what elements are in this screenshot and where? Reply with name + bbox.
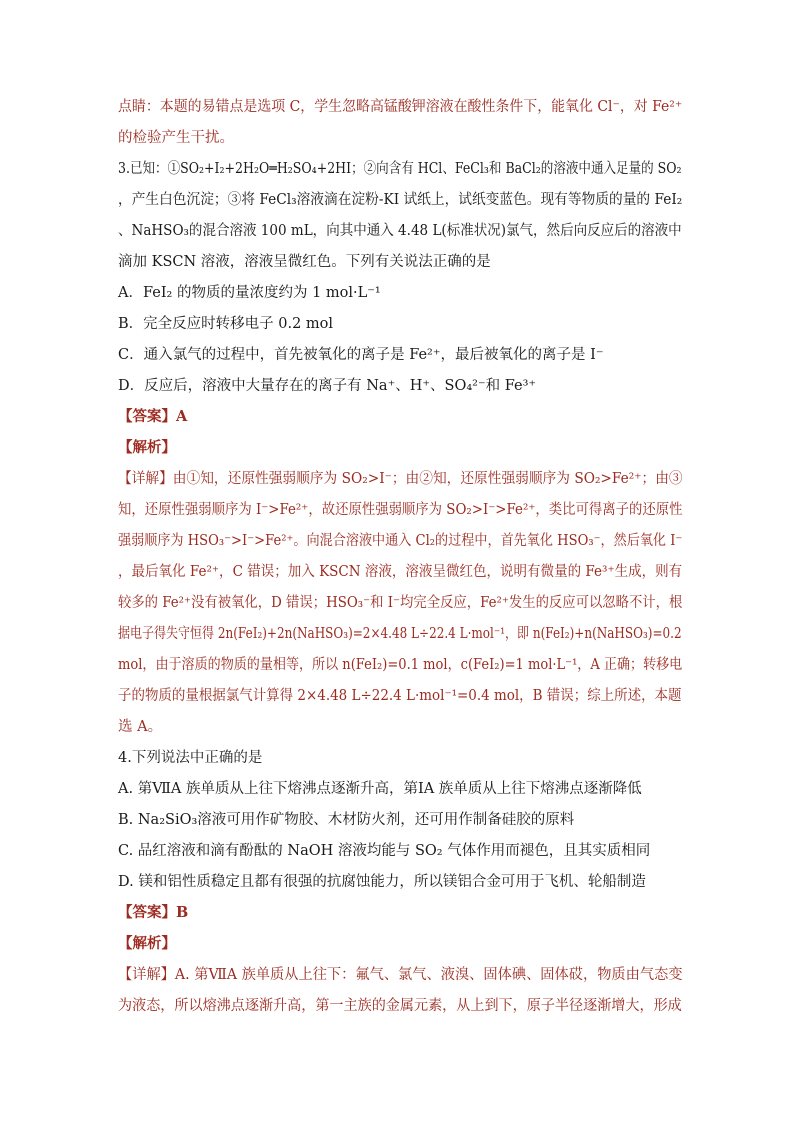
q4-answer: 【答案】B xyxy=(118,904,189,921)
q4-option-a: A. 第ⅦA 族单质从上往下熔沸点逐渐升高，第ⅠA 族单质从上往下熔沸点逐渐降低 xyxy=(118,781,642,797)
q3-detail-line-7: mol，由于溶质的物质的量相等，所以 n(FeI₂)=0.1 mol，c(FeI₂)=1 mol·L⁻¹，A 正确；转移电 xyxy=(118,657,683,673)
q4-option-c: C. 品红溶液和滴有酚酞的 NaOH 溶液均能与 SO₂ 气体作用而褪色，且其实质相同 xyxy=(118,843,651,859)
q3-stem-line-3: 、NaHSO₃的混合溶液 100 mL，向其中通入 4.48 L(标准状况)氯气，然后向反应后的溶液中 xyxy=(118,223,682,239)
q3-option-a: A．FeI₂ 的物质的量浓度约为 1 mol·L⁻¹ xyxy=(118,285,381,301)
q3-detail-line-3: 强弱顺序为 HSO₃⁻>I⁻>Fe²⁺。向混合溶液中通入 Cl₂的过程中，首先氧化 HSO₃⁻，然后氧化 I⁻ xyxy=(118,533,683,549)
q3-detail-line-8: 子的物质的量根据氯气计算得 2×4.48 L÷22.4 L·mol⁻¹=0.4 mol，B 错误；综上所述，本题 xyxy=(118,688,682,704)
q3-analysis-heading: 【解析】 xyxy=(118,439,176,456)
q3-option-c: C．通入氯气的过程中，首先被氧化的离子是 Fe²⁺，最后被氧化的离子是 I⁻ xyxy=(118,347,604,363)
q3-stem-line-4: 滴加 KSCN 溶液，溶液呈微红色。下列有关说法正确的是 xyxy=(118,254,491,270)
q3-detail-line-1: 【详解】由①知，还原性强弱顺序为 SO₂>I⁻；由②知，还原性强弱顺序为 SO₂>Fe²⁺；由③ xyxy=(118,471,683,487)
q3-detail-line-4: ，最后氧化 Fe²⁺，C 错误；加入 KSCN 溶液，溶液呈微红色，说明有微量的 Fe³⁺生成，则有 xyxy=(118,564,683,580)
q3-stem-line-1: 3.已知：①SO₂+I₂+2H₂O═H₂SO₄+2HI；②向含有 HCl、FeCl₃和 BaCl₂的溶液中通入足量的 SO₂ xyxy=(118,161,682,177)
q3-answer: 【答案】A xyxy=(118,408,188,425)
q3-option-d: D．反应后，溶液中大量存在的离子有 Na⁺、H⁺、SO₄²⁻和 Fe³⁺ xyxy=(118,378,537,394)
q3-detail-line-6: 据电子得失守恒得 2n(FeI₂)+2n(NaHSO₃)=2×4.48 L÷22.4 L·mol⁻¹，即 n(FeI₂)+n(NaHSO₃)=0.2 xyxy=(118,626,682,642)
q3-option-b: B．完全反应时转移电子 0.2 mol xyxy=(118,316,334,332)
q4-option-d: D. 镁和铝性质稳定且都有很强的抗腐蚀能力，所以镁铝合金可用于飞机、轮船制造 xyxy=(118,874,646,890)
q4-analysis-heading: 【解析】 xyxy=(118,935,176,952)
q3-detail-line-9: 选 A。 xyxy=(118,719,163,735)
q4-detail-line-2: 为液态，所以熔沸点逐渐升高，第一主族的金属元素，从上到下，原子半径逐渐增大，形成 xyxy=(118,998,682,1014)
q4-option-b: B. Na₂SiO₃溶液可用作矿物胶、木材防火剂，还可用作制备硅胶的原料 xyxy=(118,812,575,828)
q3-detail-line-2: 知，还原性强弱顺序为 I⁻>Fe²⁺，故还原性强弱顺序为 SO₂>I⁻>Fe²⁺，类比可得离子的还原性 xyxy=(118,502,683,518)
q3-stem-line-2: ，产生白色沉淀；③将 FeCl₃溶液滴在淀粉-KI 试纸上，试纸变蓝色。现有等物质的量的 FeI₂ xyxy=(118,192,683,208)
q4-stem: 4.下列说法中正确的是 xyxy=(118,750,263,766)
note-line-1: 点睛：本题的易错点是选项 C，学生忽略高锰酸钾溶液在酸性条件下，能氧化 Cl⁻，对 Fe²⁺ xyxy=(118,99,683,115)
note-line-2: 的检验产生干扰。 xyxy=(118,130,234,146)
q4-detail-line-1: 【详解】A. 第ⅦA 族单质从上往下：氟气、氯气、液溴、固体碘、固体砹，物质由气态变 xyxy=(118,967,683,983)
q3-detail-line-5: 较多的 Fe²⁺没有被氧化，D 错误；HSO₃⁻和 I⁻均完全反应，Fe²⁺发生的反应可以忽略不计，根 xyxy=(118,595,683,611)
